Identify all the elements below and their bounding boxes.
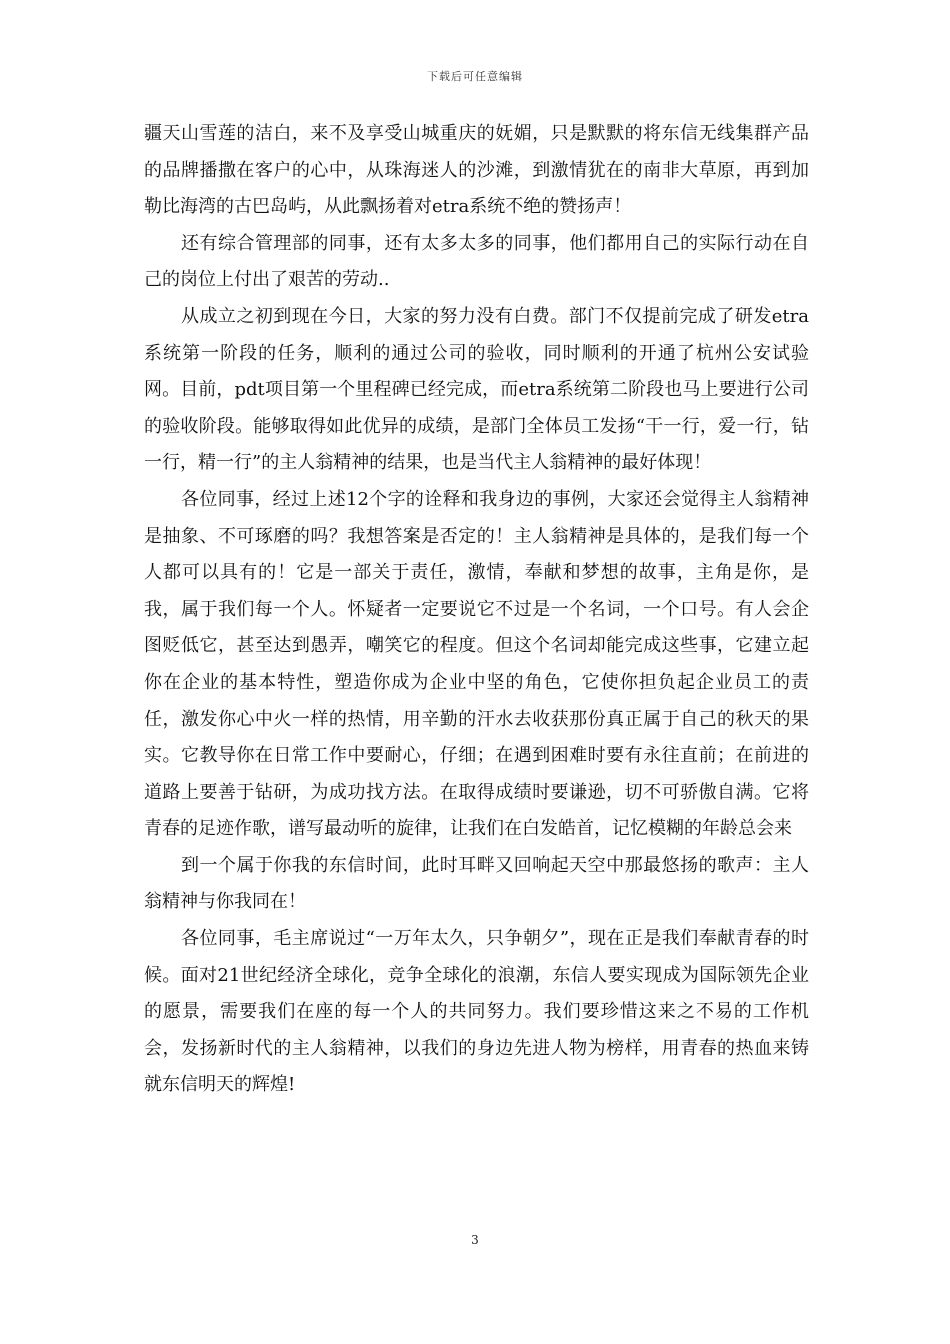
page-number: 3 <box>471 1233 479 1247</box>
paragraph-2: 还有综合管理部的同事，还有太多太多的同事，他们都用自己的实际行动在自己的岗位上付出了艰苦的劳动.. <box>144 232 809 291</box>
page-header: 下载后可任意编辑 <box>427 70 523 83</box>
paragraph-3: 从成立之初到现在今日，大家的努力没有白费。部门不仅提前完成了研发etra系统第一阶段的任务，顺利的通过公司的验收，同时顺利的开通了杭州公安试验网。目前，pdt项目第一个里程碑已经完成，而etra系统第二阶段也马上要进行公司的验收阶段。能够取得如此优异的成绩，是部门全体员工发扬“干一行，爱一行，钻一行，精一行”的主人翁精神的结果，也是当代主人翁精神的最好体现！ <box>144 305 809 474</box>
paragraph-1: 疆天山雪莲的洁白，来不及享受山城重庆的妩媚，只是默默的将东信无线集群产品的品牌播撒在客户的心中，从珠海迷人的沙滩，到激情犹在的南非大草原，再到加勒比海湾的古巴岛屿，从此飘扬着对etra系统不绝的赞扬声！ <box>144 123 809 218</box>
document-body <box>144 116 809 1104</box>
paragraph-5: 到一个属于你我的东信时间，此时耳畔又回响起天空中那最悠扬的歌声：主人翁精神与你我同在！ <box>144 854 809 913</box>
paragraph-6: 各位同事，毛主席说过“一万年太久，只争朝夕”，现在正是我们奉献青春的时候。面对21世纪经济全球化，竞争全球化的浪潮，东信人要实现成为国际领先企业的愿景，需要我们在座的每一个人的共同努力。我们要珍惜这来之不易的工作机会，发扬新时代的主人翁精神，以我们的身边先进人物为榜样，用青春的热血来铸就东信明天的辉煌! <box>144 928 809 1096</box>
paragraph-4: 各位同事，经过上述12个字的诠释和我身边的事例，大家还会觉得主人翁精神是抽象、不可琢磨的吗？我想答案是否定的！主人翁精神是具体的，是我们每一个人都可以具有的！它是一部关于责任，激情，奉献和梦想的故事，主角是你，是我，属于我们每一个人。怀疑者一定要说它不过是一个名词，一个口号。有人会企图贬低它，甚至达到愚弄，嘲笑它的程度。但这个名词却能完成这些事，它建立起你在企业的基本特性，塑造你成为企业中坚的角色，它使你担负起企业员工的责任，激发你心中火一样的热情，用辛勤的汗水去收获那份真正属于自己的秋天的果实。它教导你在日常工作中要耐心，仔细；在遇到困难时要有永往直前；在前进的道路上要善于钻研，为成功找方法。在取得成绩时要谦逊，切不可骄傲自满。它将青春的足迹作歌，谱写最动听的旋律，让我们在白发皓首，记忆模糊的年龄总会来 <box>144 488 809 840</box>
